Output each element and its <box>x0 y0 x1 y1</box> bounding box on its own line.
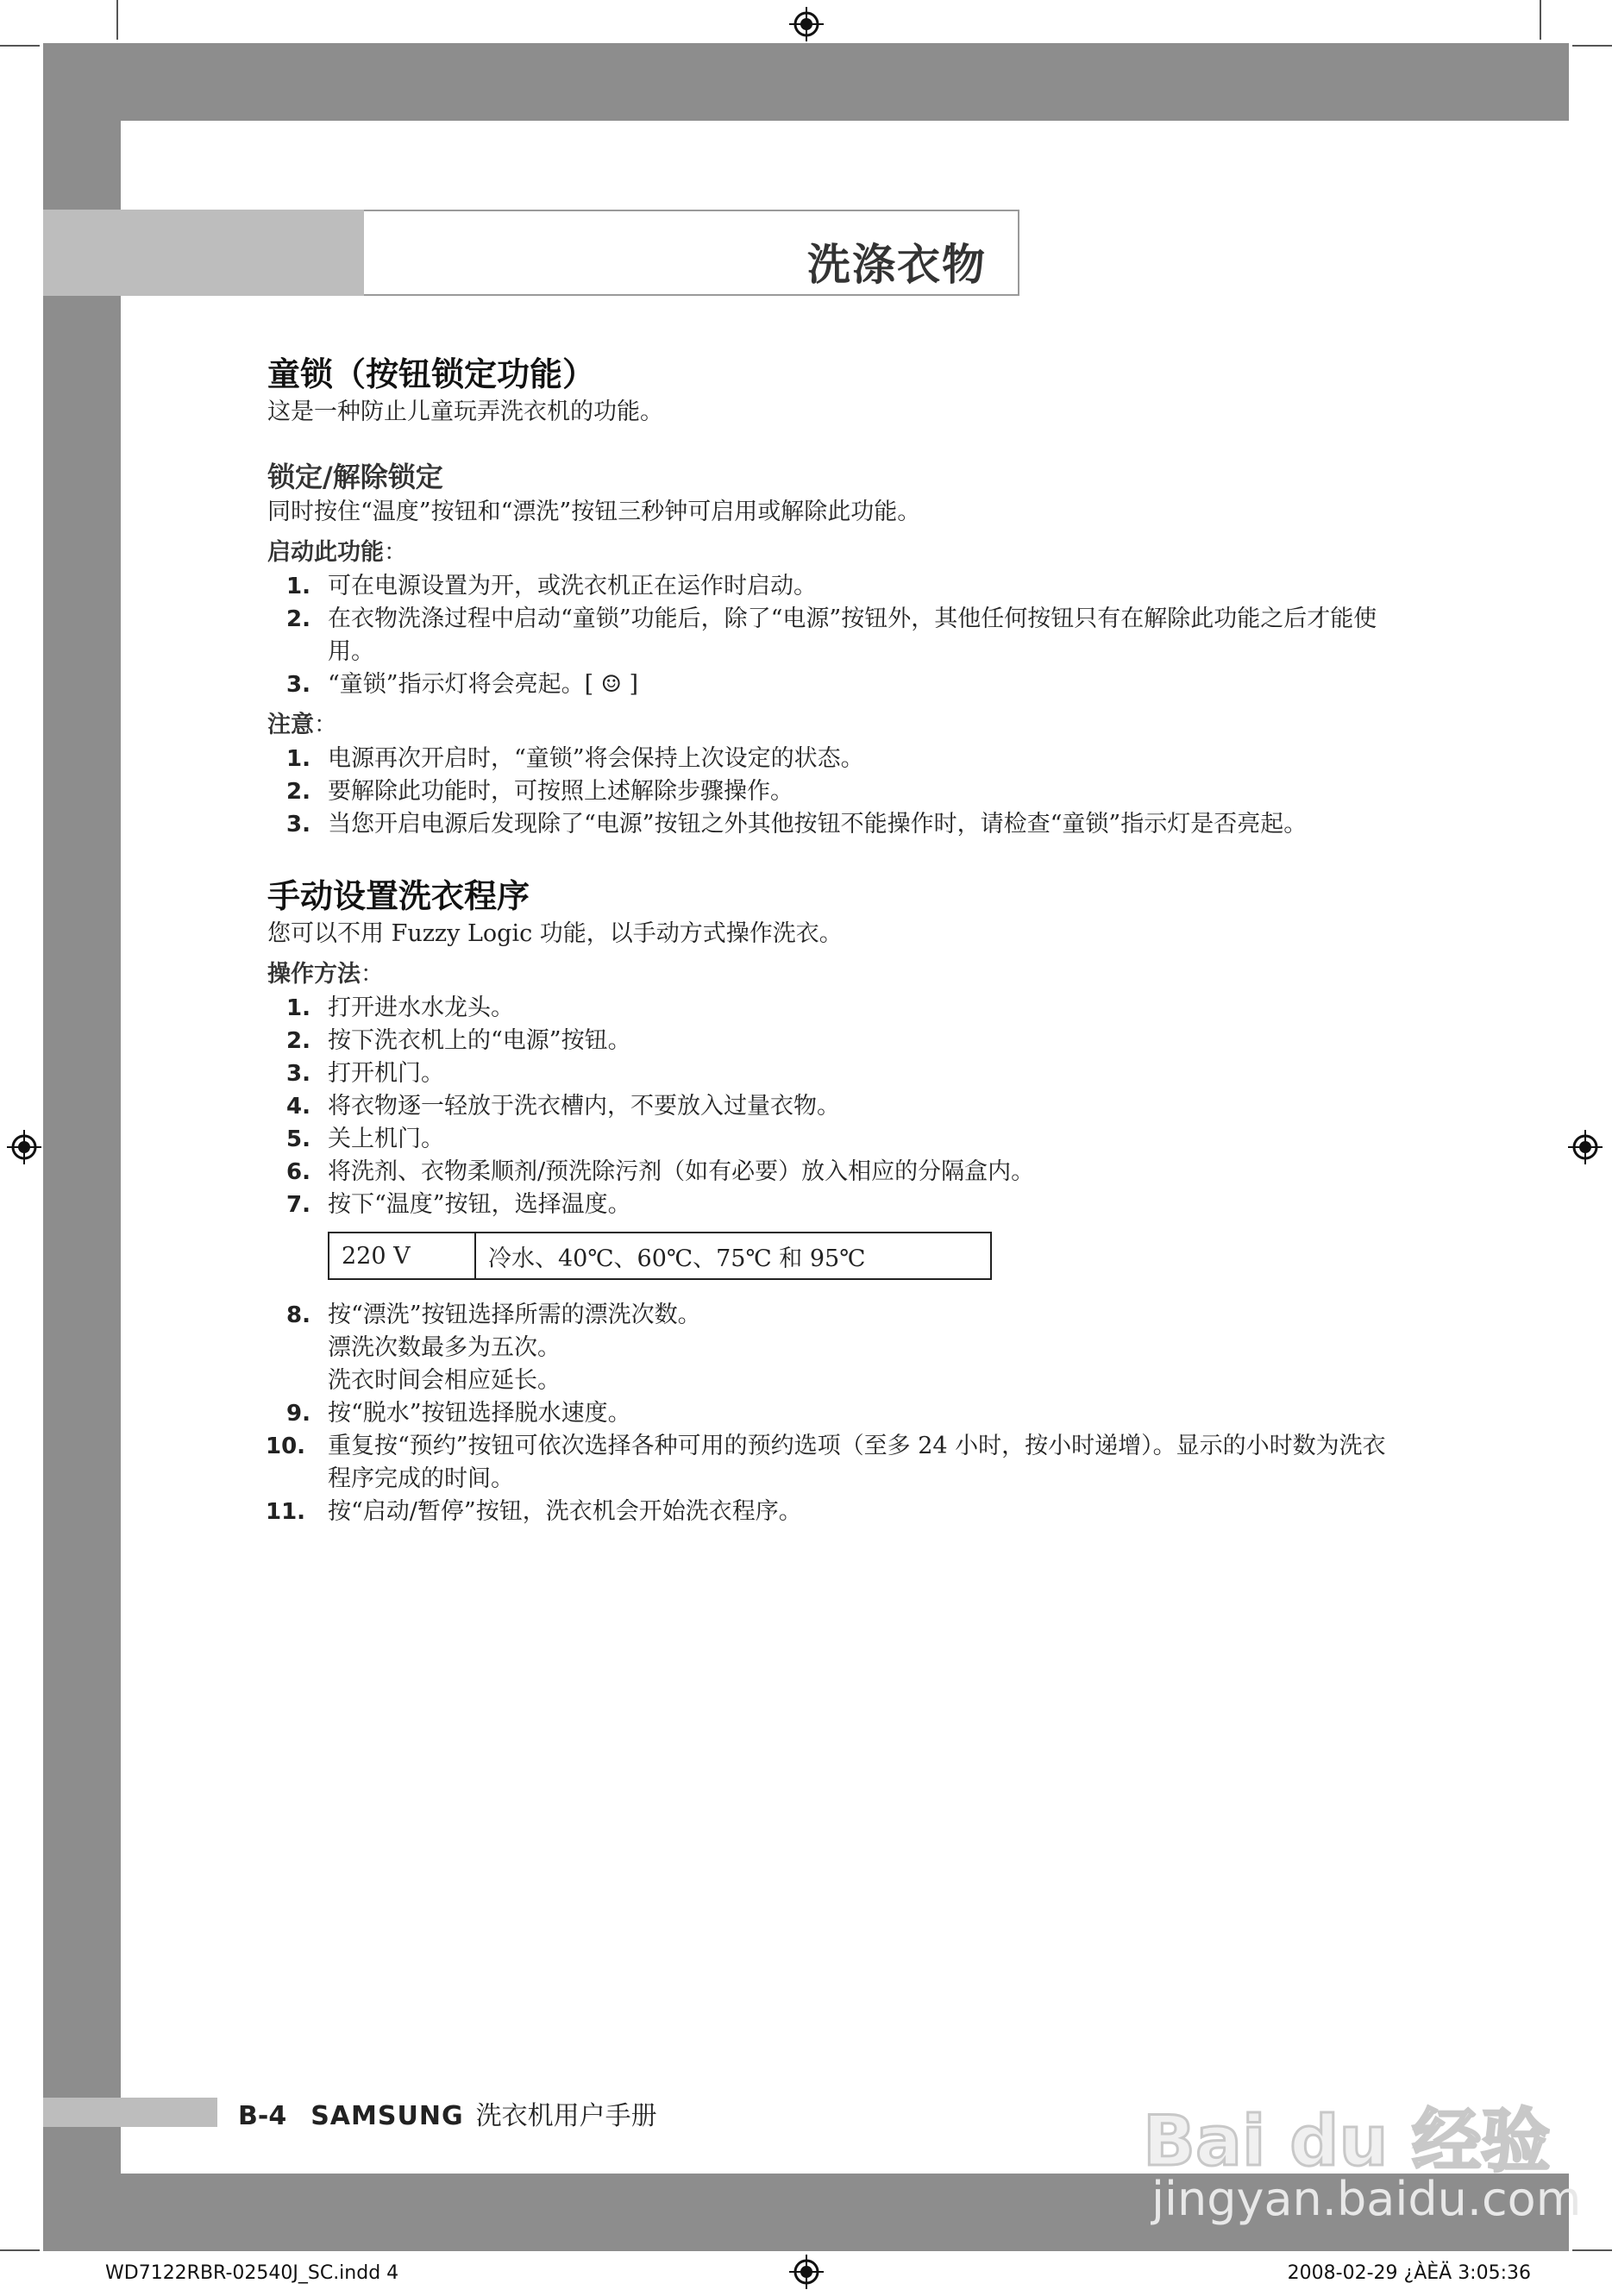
registration-mark-icon <box>1568 1130 1603 1164</box>
brand-name: SAMSUNG <box>310 2101 464 2131</box>
manual-wash-title: 手动设置洗衣程序 <box>267 876 530 915</box>
top-frame-band <box>43 43 1569 121</box>
list-item: 10. 重复按“预约”按钮可依次选择各种可用的预约选项（至多 24 小时，按小时递增）。显示的小时数为洗衣程序完成的时间。 <box>266 1433 1386 1493</box>
list-item: 5. 关上机门。 <box>286 1126 444 1153</box>
list-item: 1. 可在电源设置为开，或洗衣机正在运作时启动。 <box>286 572 817 599</box>
header-box <box>364 210 1019 296</box>
list-item: 2. 要解除此功能时，可按照上述解除步骤操作。 <box>286 777 793 805</box>
trim-mark <box>1572 45 1612 47</box>
trim-mark <box>0 45 40 47</box>
list-item: 2. 按下洗衣机上的“电源”按钮。 <box>286 1027 631 1055</box>
baidu-watermark-logo: Bai du 经验 <box>1143 2101 1551 2181</box>
manual-wash-intro: 您可以不用 Fuzzy Logic 功能，以手动方式操作洗衣。 <box>267 920 843 948</box>
voltage-cell: 220 V <box>329 1233 475 1279</box>
page-number: B-4 <box>238 2101 287 2131</box>
list-item: 3. 打开机门。 <box>286 1060 444 1088</box>
enable-steps-list <box>267 570 1389 701</box>
temperature-table <box>328 1232 992 1280</box>
list-item: 11. 按“启动/暂停”按钮，洗衣机会开始洗衣程序。 <box>266 1498 802 1526</box>
page-title: 洗涤衣物 <box>807 240 987 290</box>
list-item: 8. 按“漂洗”按钮选择所需的漂洗次数。 漂洗次数最多为五次。 洗衣时间会相应延长。 <box>286 1302 701 1395</box>
slug-filename: WD7122RBR-02540J_SC.indd 4 <box>105 2262 399 2284</box>
table-row <box>329 1233 991 1279</box>
left-frame-band <box>43 43 121 2174</box>
trim-mark <box>116 0 118 40</box>
list-item: 9. 按“脱水”按钮选择脱水速度。 <box>286 1400 631 1427</box>
trim-mark <box>1540 0 1541 40</box>
lock-unlock-desc: 同时按住“温度”按钮和“漂洗”按钮三秒钟可启用或解除此功能。 <box>267 498 921 525</box>
list-item: 4. 将衣物逐一轻放于洗衣槽内，不要放入过量衣物。 <box>286 1093 840 1120</box>
trim-mark <box>0 2249 40 2251</box>
manual-steps-list <box>267 992 1389 1221</box>
note-label: 注意： <box>267 711 337 738</box>
list-item: 1. 电源再次开启时，“童锁”将会保持上次设定的状态。 <box>286 744 864 772</box>
main-content <box>267 354 1389 1528</box>
enable-label: 启动此功能： <box>267 538 407 566</box>
note-steps-list <box>267 743 1389 841</box>
list-item: 7. 按下“温度”按钮，选择温度。 <box>286 1191 631 1219</box>
manual-name: 洗衣机用户手册 <box>475 2101 657 2131</box>
list-item: 3. “童锁”指示灯将会亮起。[ ☺ ] <box>286 670 639 698</box>
trim-mark <box>1572 2249 1612 2251</box>
list-item: 3. 当您开启电源后发现除了“电源”按钮之外其他按钮不能操作时，请检查“童锁”指示灯是否亮起。 <box>286 810 1308 837</box>
child-lock-intro: 这是一种防止儿童玩弄洗衣机的功能。 <box>267 398 663 426</box>
child-lock-title: 童锁（按钮锁定功能） <box>267 355 596 393</box>
baidu-watermark-url: jingyan.baidu.com <box>1151 2172 1582 2226</box>
list-item: 2. 在衣物洗涤过程中启动“童锁”功能后，除了“电源”按钮外，其他任何按钮只有在解除此功能之后才能使用。 <box>286 605 1377 665</box>
slug-timestamp: 2008-02-29 ¿ÀÈÄ 3:05:36 <box>1287 2262 1531 2284</box>
method-label: 操作方法： <box>267 961 384 988</box>
header-accent-bar <box>43 210 364 296</box>
footer-accent-bar <box>43 2098 217 2127</box>
list-item: 1. 打开进水水龙头。 <box>286 994 514 1022</box>
footer <box>238 2094 657 2132</box>
lock-unlock-title: 锁定/解除锁定 <box>267 461 443 494</box>
manual-steps-list-continued <box>267 1299 1389 1528</box>
temperature-options-cell: 冷水、40℃、60℃、75℃ 和 95℃ <box>475 1233 991 1279</box>
list-item: 6. 将洗剂、衣物柔顺剂/预洗除污剂（如有必要）放入相应的分隔盒内。 <box>286 1158 1035 1186</box>
registration-mark-icon <box>789 2255 824 2289</box>
registration-mark-icon <box>789 7 824 41</box>
registration-mark-icon <box>7 1130 41 1164</box>
